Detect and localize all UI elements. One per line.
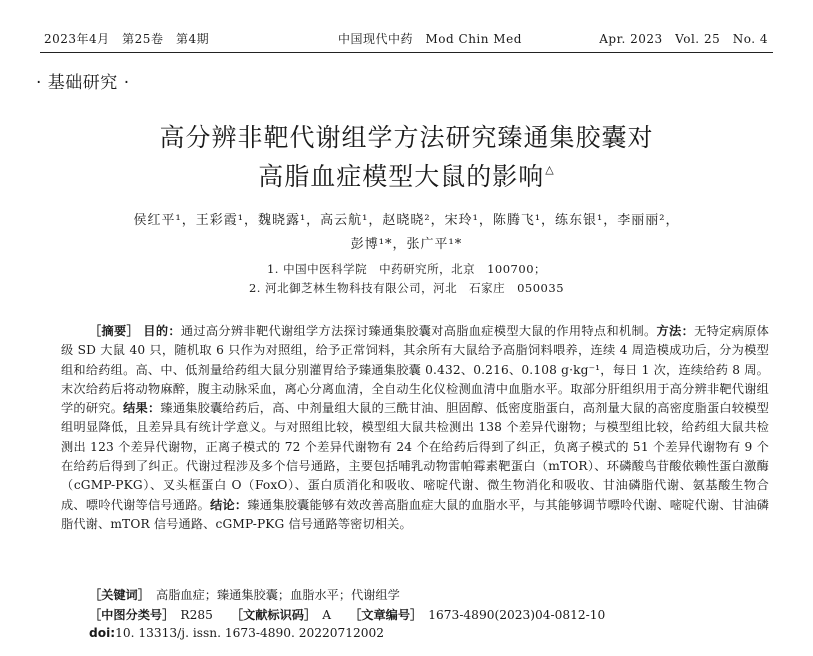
article-title-line-1: 高分辨非靶代谢组学方法研究臻通集胶囊对 (159, 123, 654, 152)
abstract-label: ［摘要］ (89, 324, 140, 338)
article-title-text: 高脂血症模型大鼠的影响 (258, 162, 545, 191)
affiliation-2: 2. 河北御芝林生物科技有限公司，河北 石家庄 050035 (248, 281, 565, 295)
abstract (61, 322, 769, 534)
results-label: 结果： (123, 401, 161, 416)
section-label: · 基础研究 · (36, 73, 130, 93)
conclusion-label: 结论： (210, 497, 248, 512)
header-rule (40, 52, 773, 53)
doc-code-label: ［文献标识码］ (230, 608, 311, 622)
doi-label: doi: (89, 626, 116, 640)
affiliation-1: 1. 中国中医科学院 中药研究所，北京 100700； (266, 262, 547, 276)
methods-text: 无特定病原体级 SD 大鼠 40 只，随机取 6 只作为对照组，给予正常饲料，其余所有大鼠给予高脂饲料喂养，连续 4 周造模成功后，分为模型组和给药组。高、中、低剂量给药组大鼠分别灌胃给予臻通集胶囊 0.432、0.216、0.108 g·kg⁻¹，每日 1 次，连续给药 8 周。末次给药后将动物麻醉，腹主动脉采血，离心分离血清，全自动生化仪检测血清中血脂水平。取部分肝组织用于高分辨非靶代谢组学的研究。 (61, 324, 770, 416)
author-list-line-1: 侯红平¹，王彩霞¹，魏晓露¹，高云航¹，赵晓晓²，宋玲¹，陈腾飞¹，练东银¹，李丽丽²， (133, 213, 680, 228)
keywords-label: ［关键词］ (89, 588, 144, 602)
results-text: 臻通集胶囊给药后，高、中剂量组大鼠的三酰甘油、胆固醇、低密度脂蛋白，高剂量大鼠的高密度脂蛋白较模型组明显降低，且差异具有统计学意义。与对照组比较，模型组大鼠共检测出 138 个差异代谢物；与模型组比较，给药组大鼠共检测出 123 个差异代谢物，正离子模式的 72 个差异代谢物有 24 个在给药后得到了纠正，负离子模式的 51 个差异代谢物有 9 个在给药后得到了纠正。代谢过程涉及多个信号通路，主要包括哺乳动物雷帕霉素靶蛋白（mTOR）、环磷酸鸟苷酸依赖性蛋白激酶（cGMP-PKG）、叉头框蛋白 O（FoxO）、蛋白质消化和吸收、嘧啶代谢、微生物消化和吸收、甘油磷脂代谢、氨基酸生物合成、嘌呤代谢等信号通路。 (61, 401, 770, 512)
author-list-line-2: 彭博¹*，张广平¹* (350, 237, 463, 252)
clc-label: ［中图分类号］ (89, 608, 169, 622)
article-number-value: 1673-4890(2023)04-0812-10 (428, 608, 606, 622)
conclusion-text: 臻通集胶囊能够有效改善高脂血症大鼠的血脂水平，与其能够调节嘌呤代谢、嘧啶代谢、甘油磷脂代谢、mTOR 信号通路、cGMP-PKG 信号通路等密切相关。 (61, 497, 769, 531)
classification-info (89, 606, 605, 623)
article-title-line-2 (0, 157, 813, 193)
funding-mark: △ (545, 163, 555, 176)
abstract-paragraph (61, 322, 769, 534)
journal-name: 中国现代中药 Mod Chin Med (338, 32, 522, 46)
objective-label: 目的： (143, 324, 181, 338)
keywords (89, 586, 400, 603)
doi-value: 10. 13313/j. issn. 1673-4890. 20220712002 (115, 626, 385, 640)
article-number-label: ［文章编号］ (349, 608, 417, 622)
journal-issue-info-en: Apr. 2023 Vol. 25 No. 4 (599, 32, 768, 46)
clc-value: R285 (180, 608, 213, 622)
objective-text: 通过高分辨非靶代谢组学方法探讨臻通集胶囊对高脂血症模型大鼠的作用特点和机制。 (180, 324, 657, 338)
keywords-value: 高脂血症；臻通集胶囊；血脂水平；代谢组学 (156, 588, 400, 602)
methods-label: 方法： (656, 324, 695, 338)
doc-code-value: A (322, 608, 332, 622)
doi (89, 626, 384, 640)
journal-issue-info: 2023年4月 第25卷 第4期 (44, 32, 210, 46)
